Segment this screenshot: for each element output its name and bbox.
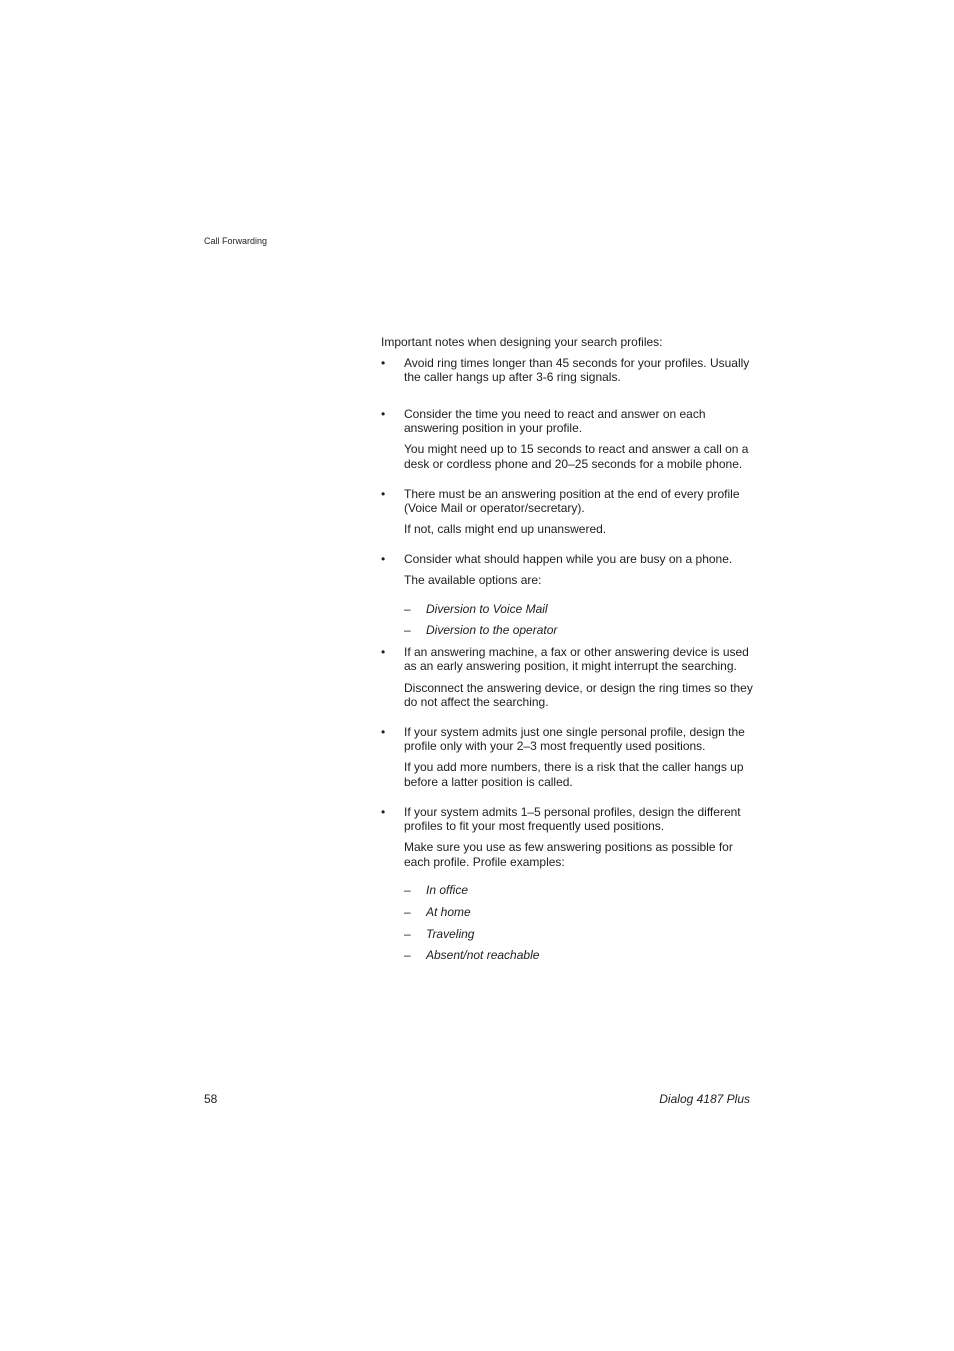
bullet-mark: • [381,724,386,739]
bullet-note: Disconnect the answering device, or design the ring times so they do not affect the searching. [404,680,753,710]
profile-example-label: At home [426,905,471,920]
bullet-text: If an answering machine, a fax or other answering device is used as an early answering position, it might interrupt the searching. [404,644,749,674]
profile-example [404,905,753,920]
profile-example [404,927,753,942]
bullet-item-answering-machine [381,645,753,710]
bullet-note: If you add more numbers, there is a risk that the caller hangs up before a latter position is called. [404,760,744,789]
option-label: Diversion to Voice Mail [426,601,548,616]
bullet-text: Avoid ring times longer than 45 seconds for your profiles. Usually the caller hangs up after 3-6 ring signals. [404,355,750,385]
bullet-text: There must be an answering position at the end of every profile (Voice Mail or operator/secretary). [404,486,740,516]
bullet-mark: • [381,804,386,819]
bullet-mark: • [381,551,386,566]
bullet-text: If your system admits 1–5 personal profiles, design the different profiles to fit your most frequently used positions. [404,804,741,834]
dash-mark: – [404,948,411,963]
document-body [381,335,753,970]
dash-mark: – [404,926,411,941]
bullet-note: If not, calls might end up unanswered. [404,522,607,537]
option-item [404,623,753,638]
profile-example-label: Traveling [426,926,475,941]
intro-text: Important notes when designing your search profiles: [381,335,663,349]
bullet-item-react-time [381,407,753,472]
bullet-item-ring-times [381,356,753,385]
option-item [404,602,753,617]
bullet-note: You might need up to 15 seconds to react and answer a call on a desk or cordless phone and 20–25 seconds for a mobile phone. [404,442,749,472]
bullet-item-busy [381,552,753,638]
bullet-item-single-profile [381,725,753,790]
running-header: Call Forwarding [204,236,268,246]
profile-example [404,883,753,898]
bullet-note: Make sure you use as few answering positions as possible for each profile. Profile examples: [404,840,733,869]
bullet-text: Consider the time you need to react and answer on each answering position in your profile. [404,406,706,436]
product-name: Dialog 4187 Plus [659,1092,750,1106]
profile-example-label: In office [426,883,469,898]
bullet-mark: • [381,355,386,370]
bullet-mark: • [381,486,386,501]
bullet-text: If your system admits just one single personal profile, design the profile only with your 2–3 most frequently used positions. [404,724,745,754]
dash-mark: – [404,883,411,898]
dash-mark: – [404,905,411,920]
profile-example [404,948,753,963]
dash-mark: – [404,623,411,638]
bullet-text: Consider what should happen while you are busy on a phone. [404,551,733,566]
bullet-item-multiple-profiles [381,805,753,963]
bullet-mark: • [381,644,386,659]
dash-mark: – [404,601,411,616]
bullet-item-end-position [381,487,753,537]
option-label: Diversion to the operator [426,623,558,638]
bullet-mark: • [381,406,386,421]
profile-example-label: Absent/not reachable [426,948,540,963]
page-number: 58 [204,1092,218,1106]
bullet-note: The available options are: [404,573,542,588]
